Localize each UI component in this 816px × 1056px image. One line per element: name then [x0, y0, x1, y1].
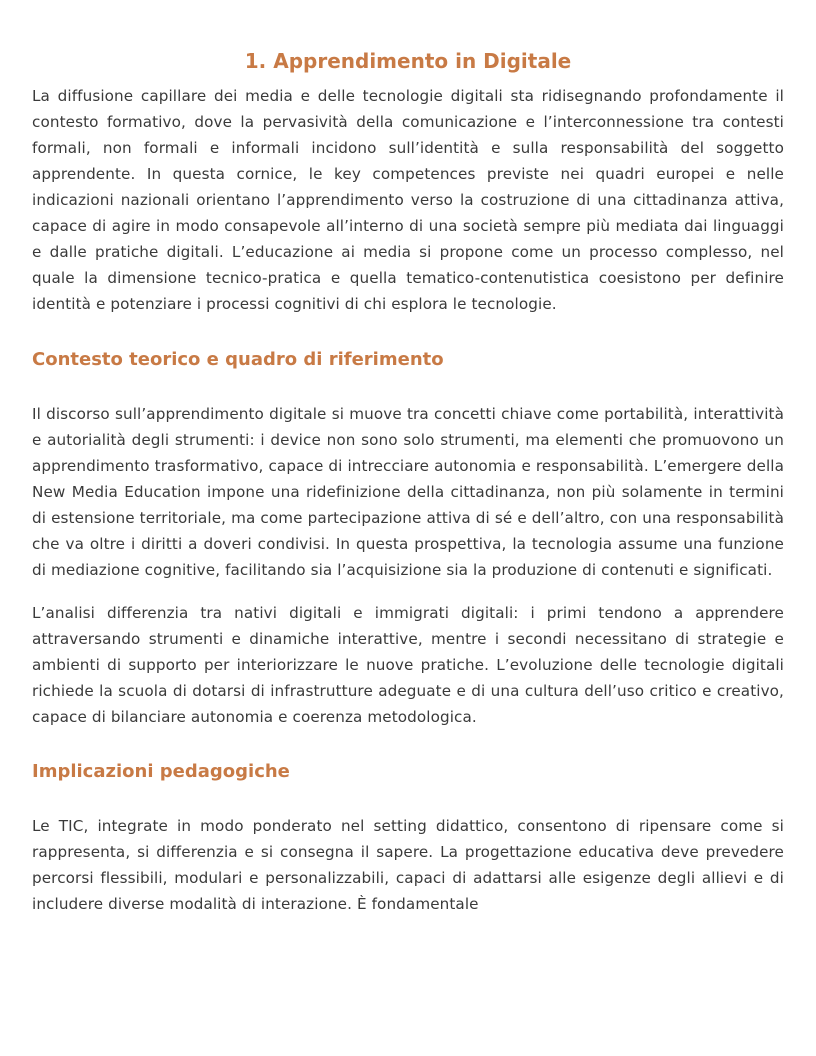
section-heading-contesto: Contesto teorico e quadro di riferimento: [32, 349, 444, 370]
document-page: [32, 0, 784, 917]
section-paragraph-contesto-1: Il discorso sull’apprendimento digitale si muove tra concetti chiave come portabilità, interattività e autorialità degli strumenti: i device non sono solo strumenti, ma elementi che promuovono un apprendimento trasformativo, capace di intrecciare autonomia e responsabilità. L’emergere della New Media Education impone una ridefinizione della cittadinanza, non più solamente in termini di estensione territoriale, ma come partecipazione attiva di sé e dell’altro, con una responsabilità che va oltre i diritti a doveri condivisi. In questa prospettiva, la tecnologia assume una funzione di mediazione cognitive, facilitando sia l’acquisizione sia la produzione di contenuti e significati.: [32, 405, 784, 579]
intro-paragraph: La diffusione capillare dei media e delle tecnologie digitali sta ridisegnando profondamente il contesto formativo, dove la pervasività della comunicazione e l’interconnessione tra contesti formali, non formali e informali incidono sull’identità e sulla responsabilità del soggetto apprendente. In questa cornice, le key competences previste nei quadri europei e nelle indicazioni nazionali orientano l’apprendimento verso la costruzione di una cittadinanza attiva, capace di agire in modo consapevole all’interno di una società sempre più mediata dai linguaggi e dalle pratiche digitali. L’educazione ai media si propone come un processo complesso, nel quale la dimensione tecnico-pratica e quella tematico-contenutistica coesistono per definire identità e potenziare i processi cognitivi di chi esplora le tecnologie.: [32, 87, 784, 313]
section-heading-implicazioni: Implicazioni pedagogiche: [32, 761, 290, 782]
section-paragraph-contesto-2: L’analisi differenzia tra nativi digitali e immigrati digitali: i primi tendono a apprendere attraversando strumenti e dinamiche interattive, mentre i secondi necessitano di strategie e ambienti di supporto per interiorizzare le nuove pratiche. L’evoluzione delle tecnologie digitali richiede la scuola di dotarsi di infrastrutture adeguate e di una cultura dell’uso critico e creativo, capace di bilanciare autonomia e coerenza metodologica.: [32, 604, 784, 726]
section-paragraph-implicazioni-1: Le TIC, integrate in modo ponderato nel setting didattico, consentono di ripensare come si rappresenta, si differenzia e si consegna il sapere. La progettazione educativa deve prevedere percorsi flessibili, modulari e personalizzabili, capaci di adattarsi alle esigenze degli allievi e di includere diverse modalità di interazione. È fondamentale: [32, 817, 784, 913]
document-title: 1. Apprendimento in Digitale: [244, 49, 572, 73]
